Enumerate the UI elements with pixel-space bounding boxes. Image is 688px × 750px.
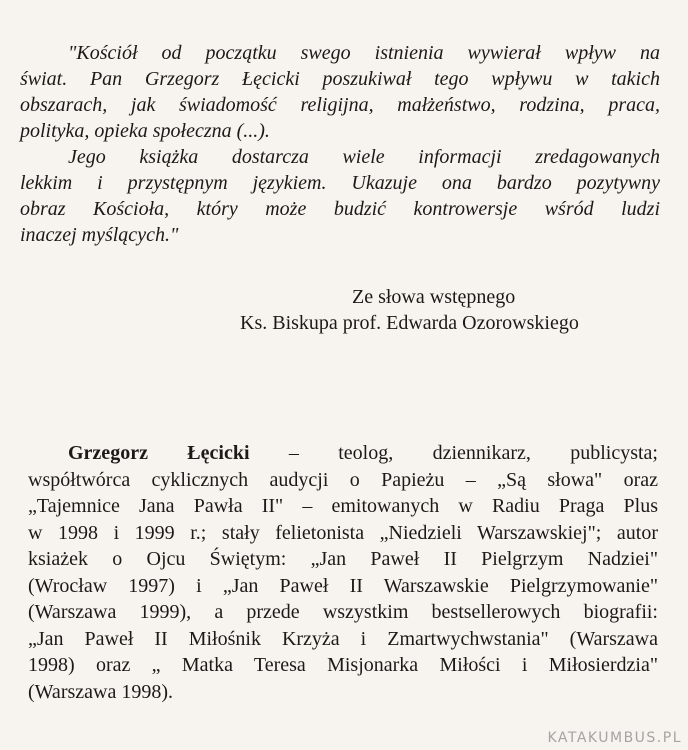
author-bio <box>28 440 658 705</box>
attribution-author: Ks. Biskupa prof. Edwarda Ozorowskiego <box>240 312 579 334</box>
bio-line: (Wrocław 1997) i „Jan Paweł II Warszawskie Pielgrzymowanie" <box>28 574 658 597</box>
bio-line: w 1998 i 1999 r.; stały felietonista „Niedzieli Warszawskiej"; autor <box>28 521 658 544</box>
quote-line: polityka, opieka społeczna (...). <box>20 120 270 142</box>
bio-line: „Jan Paweł II Miłośnik Krzyża i Zmartwychwstania" (Warszawa <box>28 627 658 650</box>
bio-line: współtwórca cyklicznych audycji o Papieżu – „Są słowa" oraz <box>28 468 658 491</box>
bio-line: (Warszawa 1999), a przede wszystkim bestsellerowych biografii: <box>28 601 658 623</box>
quote-line: obraz Kościoła, który może budzić kontrowersje wśród ludzi <box>20 198 660 220</box>
quote-line: lekkim i przystępnym językiem. Ukazuje ona bardzo pozytywny <box>20 172 660 194</box>
quote-line: inaczej myślących." <box>20 224 179 246</box>
attribution-source: Ze słowa wstępnego <box>352 286 516 308</box>
quote-line: obszarach, jak świadomość religijna, małżeństwo, rodzina, praca, <box>20 94 660 116</box>
bio-line: (Warszawa 1998). <box>28 680 173 703</box>
quote-line: "Kościół od początku swego istnienia wywierał wpływ na <box>68 42 660 64</box>
watermark: KATAKUMBUS.PL <box>547 730 682 746</box>
quote-block <box>20 40 660 248</box>
attribution <box>240 284 579 336</box>
bio-line: 1998) oraz „ Matka Teresa Misjonarka Miłości i Miłosierdzia" <box>28 654 658 676</box>
bio-first-line <box>28 440 658 467</box>
quote-line: Jego książka dostarcza wiele informacji zredagowanych <box>68 146 660 168</box>
quote-line: świat. Pan Grzegorz Łęcicki poszukiwał tego wpływu w takich <box>20 68 660 90</box>
bio-line: ksiażek o Ojcu Świętym: „Jan Paweł II Pielgrzym Nadziei" <box>28 548 658 570</box>
author-name: Grzegorz Łęcicki <box>68 442 250 464</box>
bio-first-line-text: – teolog, dziennikarz, publicysta; <box>249 442 658 464</box>
bio-line: „Tajemnice Jana Pawła II" – emitowanych w Radiu Praga Plus <box>28 495 658 517</box>
